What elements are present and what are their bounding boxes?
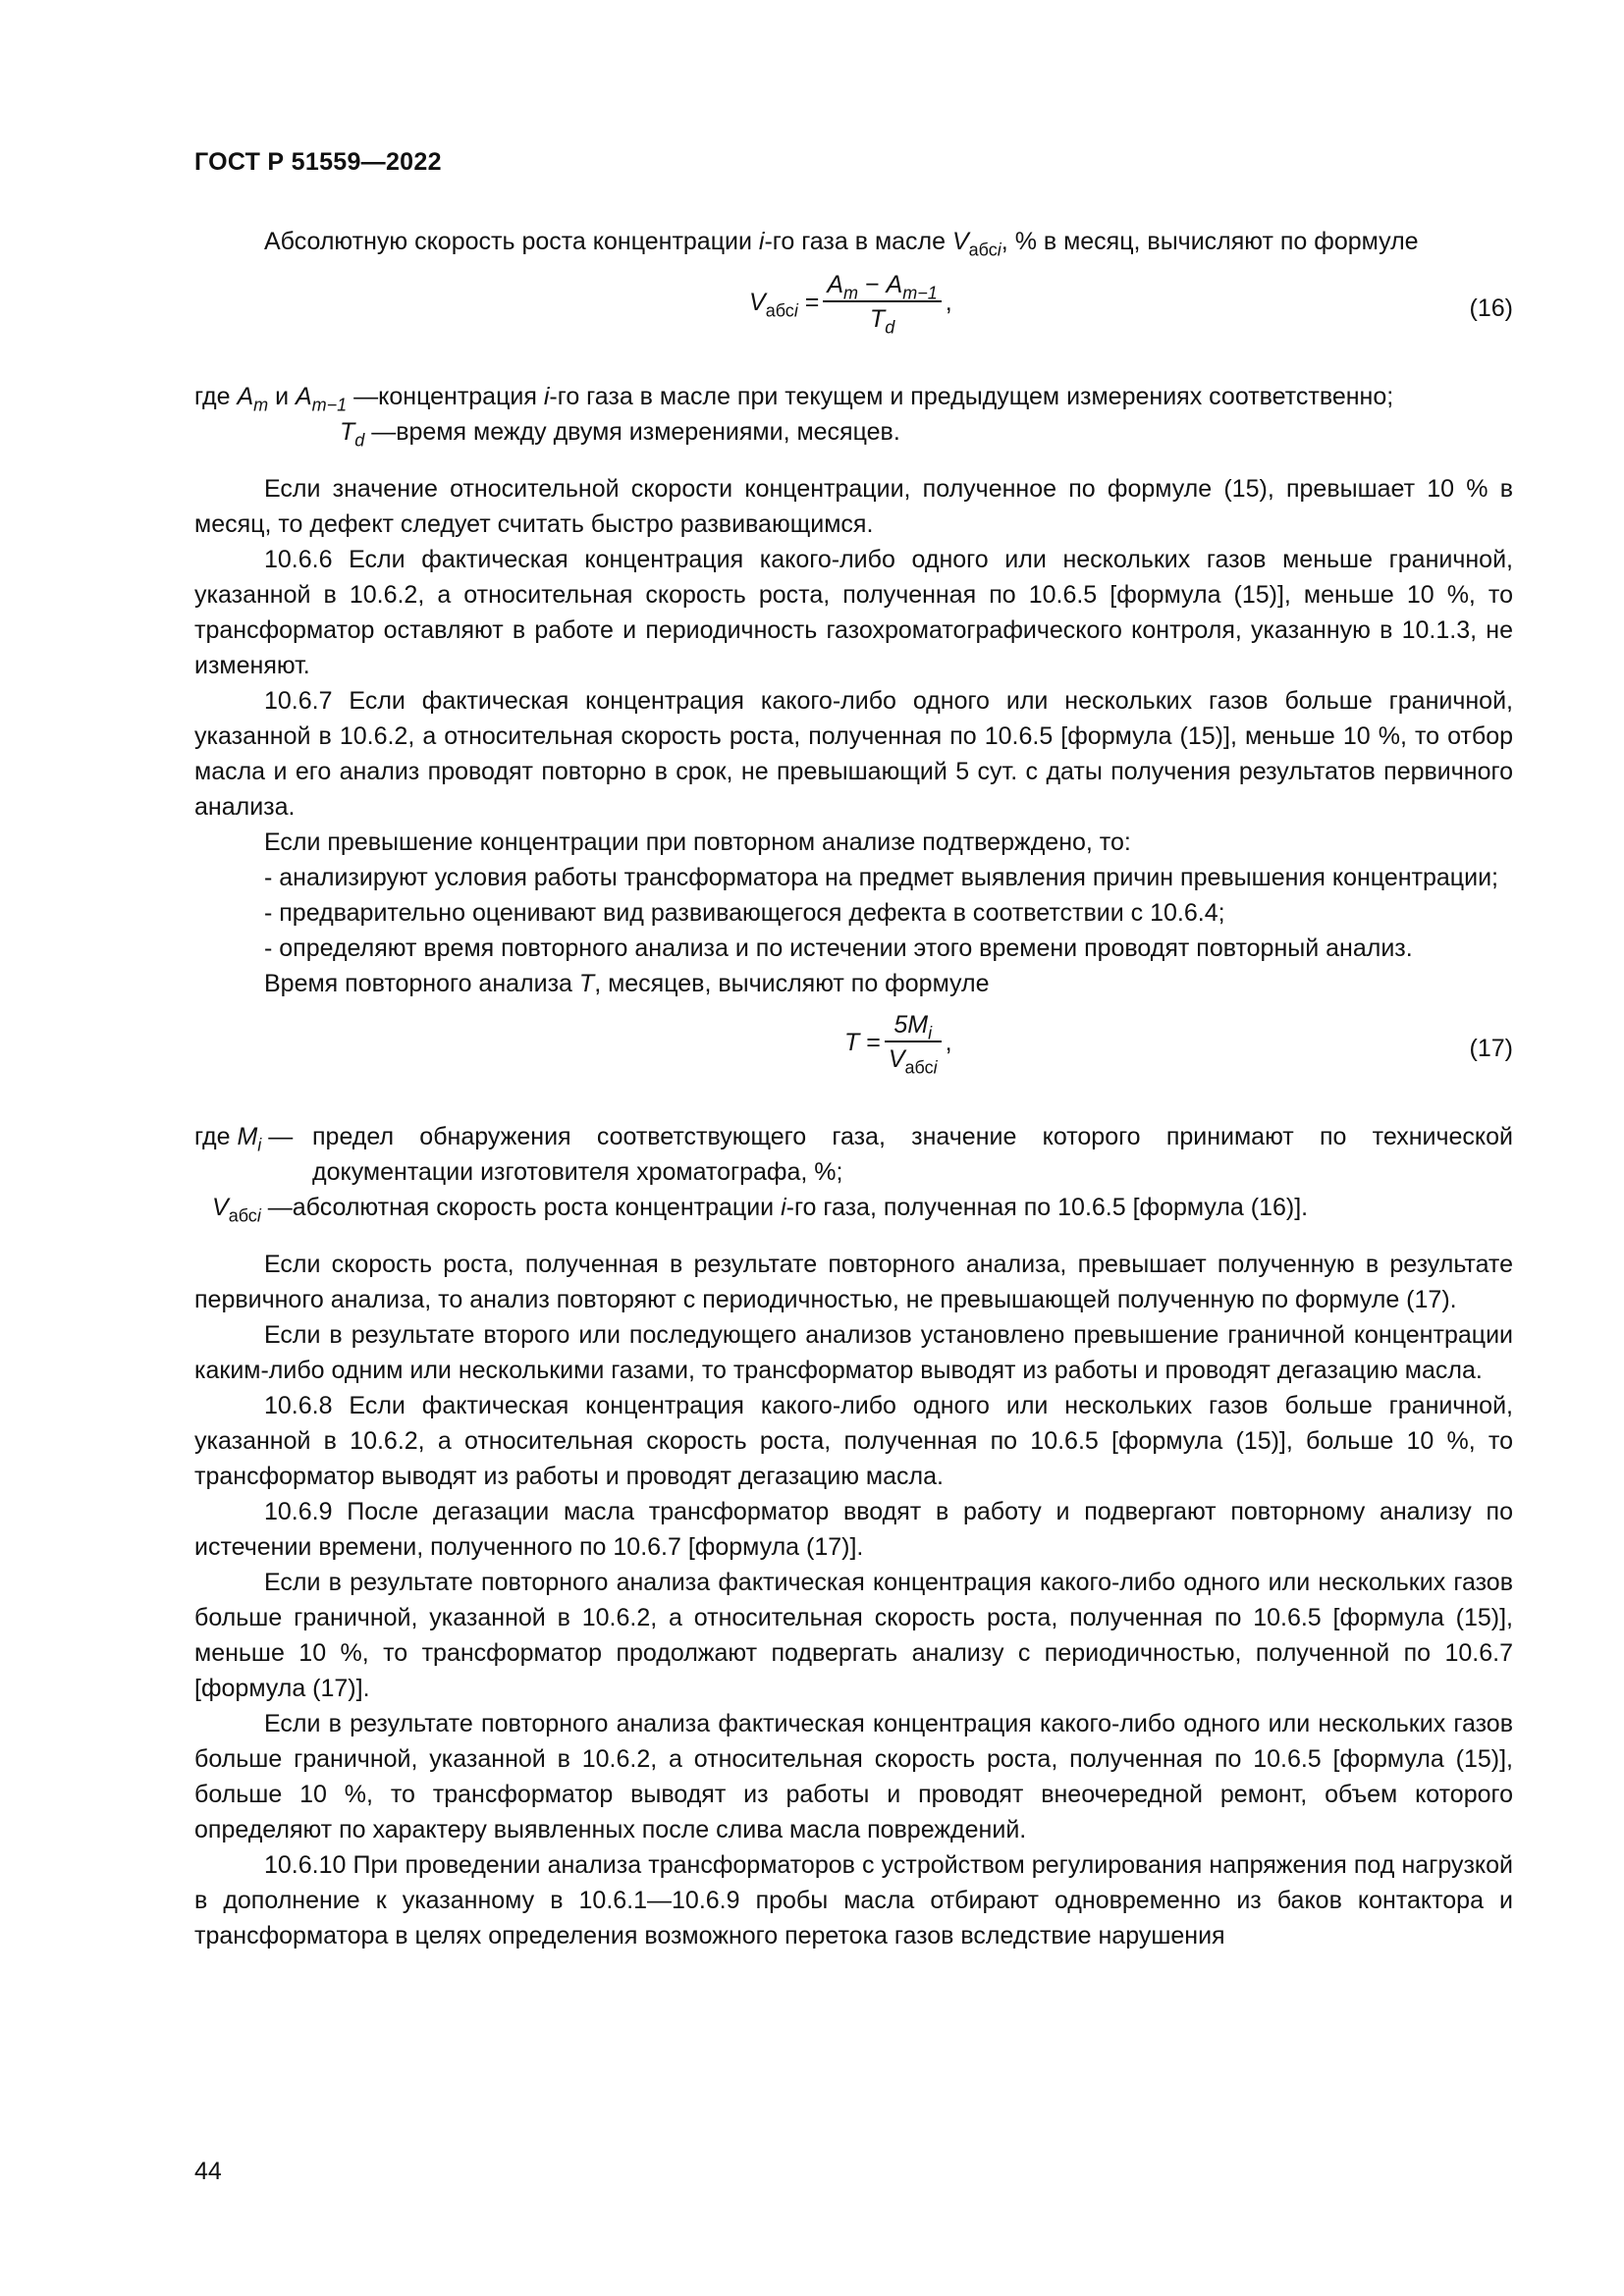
formula-17 — [194, 1009, 1513, 1117]
time-intro-paragraph: Время повторного анализа T, месяцев, вычисляют по формуле — [264, 970, 990, 997]
formula-17-expression: T = $\frac{5M_i}{V_{абсi}}$ , — [844, 1011, 952, 1078]
where-17-row: где $M_i$ — предел обнаружения соответствующего газа, значение которого принимают по технической документации изготовителя хроматографа, %; — [194, 1123, 1513, 1186]
paragraph: - определяют время повторного анализа и по истечении этого времени проводят повторный анализ. — [264, 934, 1413, 962]
formula-16 — [194, 269, 1513, 377]
paragraph-block-1 — [194, 471, 1513, 966]
paragraph-block-2 — [194, 1247, 1513, 1953]
paragraph: 10.6.8 Если фактическая концентрация какого-либо одного или нескольких газов больше граничной, указанной в 10.6.2, а относительная скорость роста, полученная по 10.6.5 [формула (15)], больше 10 %, то трансформатор выводят из работы и проводят дегазацию масла. — [194, 1392, 1513, 1490]
where-17-row: $V_{абсi}$ — абсолютная скорость роста концентрации i-го газа, полученная по 10.6.5 [формула (16)]. — [212, 1194, 1309, 1226]
paragraph: 10.6.6 Если фактическая концентрация какого-либо одного или нескольких газов меньше граничной, указанной в 10.6.2, а относительная скорость роста, полученная по 10.6.5 [формула (15)], меньше 10 %, то трансформатор оставляют в работе и периодичность газохроматографического контроля, указанную в 10.1.3, не изменяют. — [194, 546, 1513, 679]
paragraph: Если в результате второго или последующего анализов установлено превышение граничной концентрации каким-либо одним или несколькими газами, то трансформатор выводят из работы и проводят дегазацию масла. — [194, 1321, 1513, 1384]
paragraph: Если в результате повторного анализа фактическая концентрация какого-либо одного или нескольких газов больше граничной, указанной в 10.6.2, а относительная скорость роста, полученная по 10.6.5 [формула (15)], меньше 10 %, то трансформатор продолжают подвергать анализу с периодичностью, полученной по 10.6.7 [формула (17)]. — [194, 1569, 1513, 1702]
paragraph: - анализируют условия работы трансформатора на предмет выявления причин превышения концентрации; — [264, 864, 1498, 891]
paragraph: 10.6.10 При проведении анализа трансформаторов с устройством регулирования напряжения под нагрузкой в дополнение к указанному в 10.6.1—10.6.9 пробы масла отбирают одновременно из баков контактора и трансформатора в целях определения возможного перетока газов вследствие нарушения — [194, 1851, 1513, 1949]
intro-paragraph: Абсолютную скорость роста концентрации i-го газа в масле $V_{абсi}$, % в месяц, вычисляют по формуле — [264, 228, 1419, 260]
where-16 — [194, 379, 1513, 450]
where-17 — [194, 1119, 1513, 1225]
paragraph: Если скорость роста, полученная в результате повторного анализа, превышает полученную в результате первичного анализа, то анализ повторяют с периодичностью, не превышающей полученную по формуле (17). — [194, 1251, 1513, 1313]
formula-16-number: (16) — [1469, 294, 1513, 322]
paragraph: Если в результате повторного анализа фактическая концентрация какого-либо одного или нескольких газов больше граничной, указанной в 10.6.2, а относительная скорость роста, полученная по 10.6.5 [формула (15)], больше 10 %, то трансформатор выводят из работы и проводят внеочередной ремонт, объем которого определяют по характеру выявленных после слива масла повреждений. — [194, 1710, 1513, 1843]
paragraph: Если превышение концентрации при повторном анализе подтверждено, то: — [264, 828, 1131, 856]
document-body — [194, 224, 1513, 1953]
paragraph: - предварительно оценивают вид развивающегося дефекта в соответствии с 10.6.4; — [264, 899, 1225, 927]
where-16-row: $T_d$ — время между двумя измерениями, месяцев. — [340, 418, 900, 451]
paragraph: 10.6.7 Если фактическая концентрация какого-либо одного или нескольких газов больше граничной, указанной в 10.6.2, а относительная скорость роста, полученная по 10.6.5 [формула (15)], меньше 10 %, то отбор масла и его анализ проводят повторно в срок, не превышающий 5 сут. с даты получения результатов первичного анализа. — [194, 687, 1513, 821]
document-header: ГОСТ Р 51559—2022 — [194, 148, 442, 176]
page-number: 44 — [194, 2158, 222, 2185]
formula-16-expression: $V_{абсi}$ = $\frac{A_m - A_{m-1}}{T_d}$ , — [749, 271, 952, 338]
paragraph: 10.6.9 После дегазации масла трансформатор вводят в работу и подвергают повторному анализу по истечении времени, полученного по 10.6.7 [формула (17)]. — [194, 1498, 1513, 1561]
formula-17-number: (17) — [1469, 1035, 1513, 1062]
where-16-row: где $A_m$ и $A_{m-1}$ — концентрация i-го газа в масле при текущем и предыдущем измерениях соответственно; — [194, 383, 1394, 415]
paragraph: Если значение относительной скорости концентрации, полученное по формуле (15), превышает 10 % в месяц, то дефект следует считать быстро развивающимся. — [194, 475, 1513, 538]
